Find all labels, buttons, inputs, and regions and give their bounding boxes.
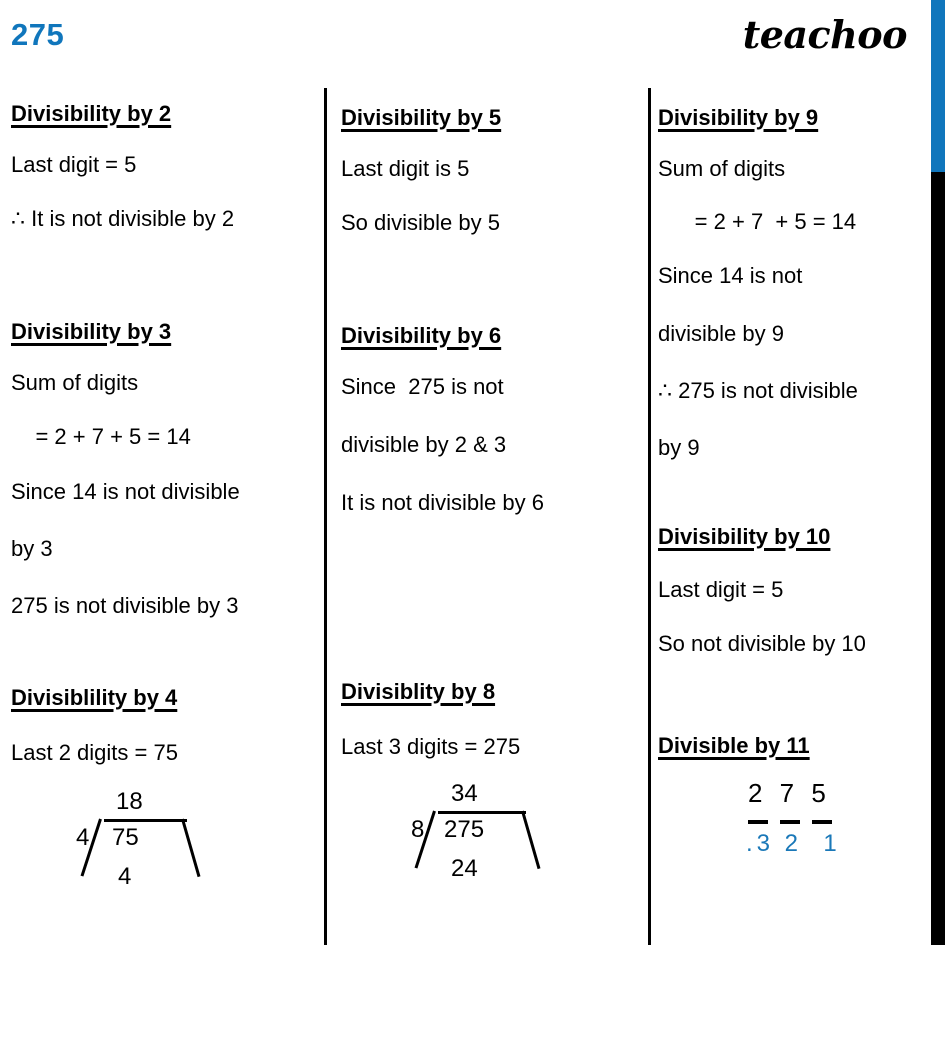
- line-text: Last 3 digits = 275: [341, 733, 521, 759]
- long-division-dividend: 75: [112, 823, 139, 851]
- heading-divisibility-by-4: Divisiblility by 4: [11, 685, 178, 710]
- column-divider-1: [324, 88, 327, 945]
- long-division-dividend: 275: [444, 815, 485, 843]
- line-text: = 2 + 7 + 5 = 14: [11, 424, 191, 449]
- heading-divisibility-by-8: Divisiblity by 8: [341, 679, 496, 704]
- block-divisibility-by-6: [341, 322, 637, 515]
- line-text: It is not divisible by 6: [341, 490, 544, 515]
- long-division-vinculum: [104, 819, 187, 822]
- heading-divisibility-by-6: Divisibility by 6: [341, 322, 502, 348]
- divisible-by-11-work: [658, 778, 927, 868]
- line-text: ∴ It is not divisible by 2: [11, 205, 235, 231]
- column-right: [653, 86, 931, 945]
- line-text: 275 is not divisible by 3: [11, 593, 239, 618]
- long-division-subtrahend: 24: [451, 854, 478, 882]
- eleven-digits: 2 7 5: [748, 777, 831, 808]
- line-text: by 3: [11, 536, 53, 561]
- long-division-right-brace: [181, 818, 200, 877]
- block-divisibility-by-10: [658, 523, 927, 656]
- block-divisibility-by-4: [11, 684, 316, 908]
- column-divider-2: [648, 88, 651, 945]
- line-text: So divisible by 5: [341, 209, 500, 235]
- column-left: [0, 86, 324, 945]
- eleven-alternating-signs: .3 2 1: [746, 829, 841, 857]
- line-text: divisible by 9: [658, 320, 784, 346]
- heading-divisibility-by-9: Divisibility by 9: [658, 105, 819, 130]
- line-text: = 2 + 7 + 5 = 14: [658, 208, 857, 234]
- long-division-8: [341, 780, 637, 900]
- line-text: Last digit = 5: [11, 151, 137, 177]
- teachoo-logo: teachoo: [742, 12, 907, 57]
- line-text: Since 14 is not: [658, 262, 803, 288]
- edge-accent-bar-black: [931, 172, 945, 945]
- line-text: Last digit is 5: [341, 155, 470, 181]
- line-text: So not divisible by 10: [658, 631, 866, 656]
- heading-divisible-by-11: Divisible by 11: [658, 733, 810, 758]
- column-middle: [329, 86, 645, 945]
- long-division-right-brace: [521, 810, 540, 869]
- block-divisibility-by-2: [11, 100, 316, 230]
- heading-divisibility-by-2: Divisibility by 2: [11, 101, 172, 126]
- page-number: 275: [11, 17, 65, 52]
- long-division-subtrahend: 4: [118, 862, 132, 890]
- line-text: divisible by 2 & 3: [341, 432, 507, 457]
- line-text: Last 2 digits = 75: [11, 739, 178, 765]
- edge-accent-bar-blue: [931, 0, 945, 172]
- long-division-quotient: 18: [116, 787, 143, 815]
- long-division-4: [11, 788, 316, 908]
- block-divisibility-by-8: [341, 678, 637, 900]
- content-columns: [0, 86, 931, 945]
- block-divisible-by-11: [658, 732, 927, 868]
- line-text: Sum of digits: [11, 370, 139, 395]
- long-division-quotient: 34: [451, 779, 478, 807]
- heading-divisibility-by-5: Divisibility by 5: [341, 105, 502, 130]
- heading-divisibility-by-10: Divisibility by 10: [658, 523, 831, 549]
- page-header: [0, 0, 931, 86]
- line-text: by 9: [658, 434, 700, 460]
- block-divisibility-by-9: [658, 104, 927, 459]
- heading-divisibility-by-3: Divisibility by 3: [11, 318, 172, 344]
- long-division-divisor: 4: [76, 823, 90, 851]
- long-division-divisor: 8: [411, 815, 425, 843]
- line-text: Last digit = 5: [658, 577, 784, 602]
- line-text: Since 14 is not divisible: [11, 479, 240, 504]
- line-text: Sum of digits: [658, 155, 786, 181]
- line-text: Since 275 is not: [341, 374, 504, 399]
- line-text: ∴ 275 is not divisible: [658, 377, 858, 403]
- block-divisibility-by-3: [11, 318, 316, 618]
- block-divisibility-by-5: [341, 104, 637, 234]
- long-division-vinculum: [438, 811, 526, 814]
